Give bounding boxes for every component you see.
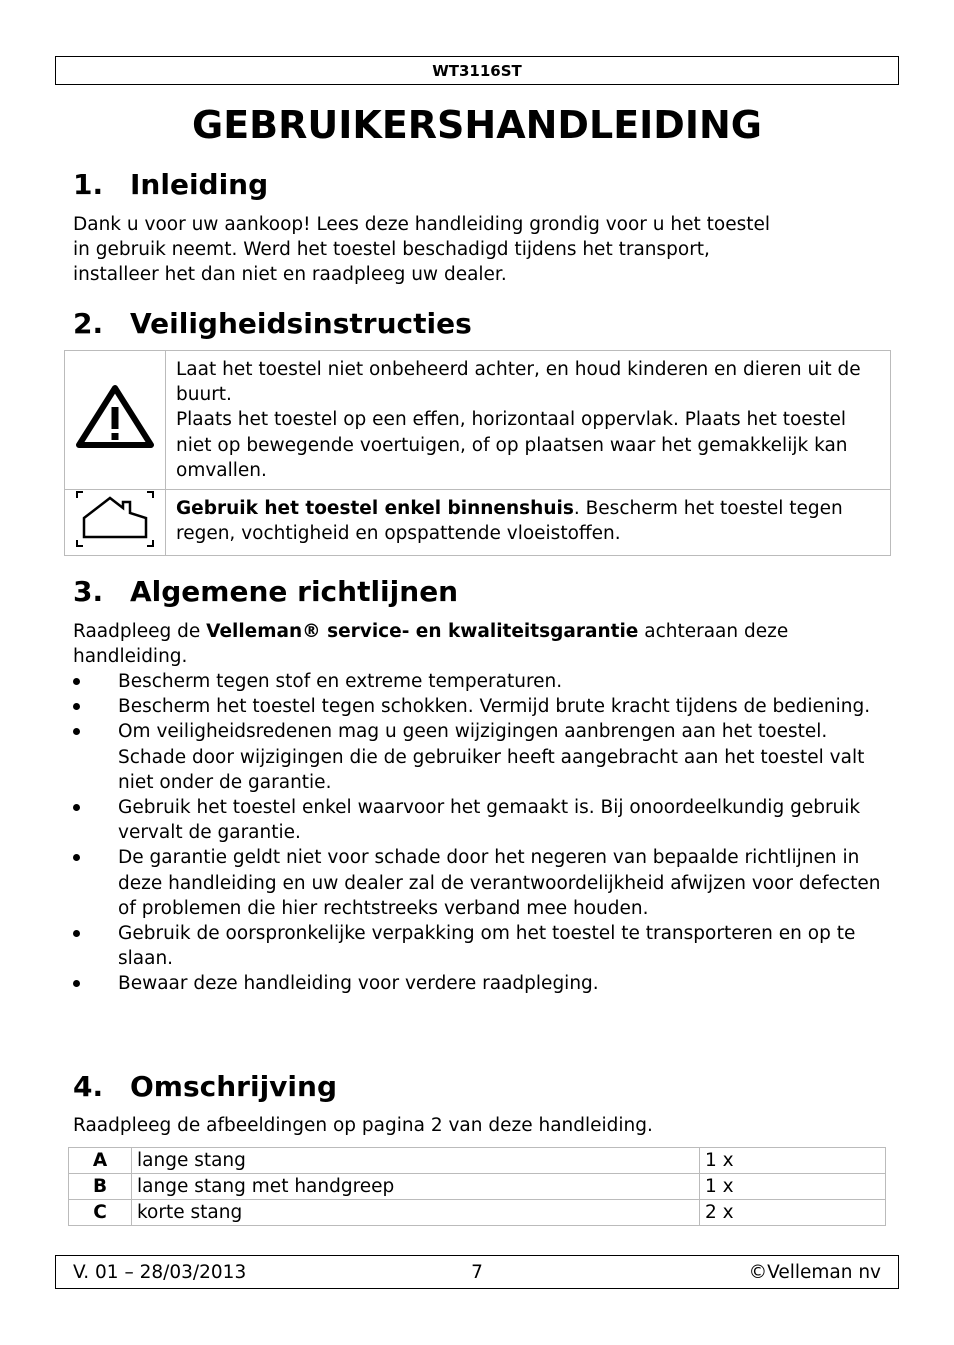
safety-text: Laat het toestel niet onbeheerd achter, en houd kinderen en dieren uit de buurt. bbox=[176, 359, 861, 406]
section-number: 2. bbox=[73, 307, 104, 340]
list-item-text: Bewaar deze handleiding voor verdere raadpleging. bbox=[118, 973, 599, 995]
part-letter: A bbox=[69, 1148, 132, 1174]
safety-text: Plaats het toestel op een effen, horizontaal oppervlak. Plaats het toestel niet op bewegende voertuigen, of op plaatsen waar het gemakkelijk kan omvallen. bbox=[176, 409, 848, 481]
bullet-icon bbox=[73, 703, 80, 710]
indoor-house-icon bbox=[75, 532, 155, 553]
list-item-text: Gebruik de oorspronkelijke verpakking om het toestel te transporteren en op te slaan. bbox=[118, 923, 856, 970]
section-number: 3. bbox=[73, 575, 104, 608]
safety-bold-text: Gebruik het toestel enkel binnenshuis bbox=[176, 498, 574, 520]
safety-row bbox=[65, 490, 891, 556]
intro-line: in gebruik neemt. Werd het toestel beschadigd tijdens het transport, bbox=[73, 239, 710, 261]
section-heading-intro bbox=[73, 167, 268, 203]
list-item bbox=[73, 694, 888, 719]
list-item bbox=[73, 795, 888, 845]
list-item bbox=[73, 845, 888, 921]
safety-table bbox=[64, 350, 891, 556]
general-intro-post: achteraan deze handleiding. bbox=[73, 621, 789, 668]
bullet-icon bbox=[73, 678, 80, 685]
section-heading-general bbox=[73, 574, 458, 610]
part-letter: B bbox=[69, 1174, 132, 1200]
intro-paragraph bbox=[73, 212, 888, 288]
warranty-reference: Velleman® service- en kwaliteitsgarantie bbox=[206, 621, 639, 642]
bullet-icon bbox=[73, 930, 80, 937]
safety-text-cell bbox=[166, 490, 891, 556]
list-item bbox=[73, 971, 888, 996]
part-name: lange stang met handgreep bbox=[132, 1174, 700, 1200]
part-name: korte stang bbox=[132, 1200, 700, 1226]
section-heading-safety bbox=[73, 306, 472, 342]
copyright: ©Velleman nv bbox=[748, 1262, 881, 1283]
intro-line: Dank u voor uw aankoop! Lees deze handleiding grondig voor u het toestel bbox=[73, 214, 771, 235]
section-title: Veiligheidsinstructies bbox=[130, 307, 472, 340]
section-title: Algemene richtlijnen bbox=[130, 575, 459, 608]
section-number: 1. bbox=[73, 168, 104, 201]
part-name: lange stang bbox=[132, 1148, 700, 1174]
version-date: V. 01 – 28/03/2013 bbox=[73, 1262, 247, 1283]
list-item bbox=[73, 719, 888, 795]
bullet-icon bbox=[73, 980, 80, 987]
list-item-text: Bescherm tegen stof en extreme temperaturen. bbox=[118, 671, 563, 692]
parts-table bbox=[68, 1147, 886, 1226]
document-title: GEBRUIKERSHANDLEIDING bbox=[192, 103, 762, 147]
section-title: Inleiding bbox=[130, 168, 269, 201]
list-item-text: De garantie geldt niet voor schade door het negeren van bepaalde richtlijnen in deze handleiding en uw dealer zal de verantwoordelijkheid afwijzen voor defecten of problemen die hier rechtstreeks verband mee houden. bbox=[118, 847, 881, 919]
section-heading-description bbox=[73, 1069, 337, 1105]
table-row bbox=[69, 1174, 886, 1200]
warning-triangle-icon bbox=[75, 433, 155, 454]
list-item-text: Bescherm het toestel tegen schokken. Vermijd brute kracht tijdens de bediening. bbox=[118, 696, 871, 718]
page-number: 7 bbox=[471, 1262, 483, 1283]
guidelines-list bbox=[73, 669, 888, 997]
safety-icon-cell bbox=[65, 490, 166, 556]
list-item bbox=[73, 669, 888, 694]
description-intro: Raadpleeg de afbeeldingen op pagina 2 van deze handleiding. bbox=[73, 1115, 653, 1136]
list-item bbox=[73, 921, 888, 971]
header-model: WT3116ST bbox=[55, 56, 899, 85]
section-number: 4. bbox=[73, 1070, 104, 1103]
part-letter: C bbox=[69, 1200, 132, 1226]
bullet-icon bbox=[73, 854, 80, 861]
bullet-icon bbox=[73, 804, 80, 811]
page-footer bbox=[55, 1255, 899, 1289]
bullet-icon bbox=[73, 728, 80, 735]
part-quantity: 1 x bbox=[700, 1174, 886, 1200]
safety-text-cell bbox=[166, 351, 891, 490]
part-quantity: 1 x bbox=[700, 1148, 886, 1174]
list-item-text: Om veiligheidsredenen mag u geen wijzigingen aanbrengen aan het toestel. Schade door wijzigingen die de gebruiker heeft aangebracht aan het toestel valt niet onder de garantie. bbox=[118, 721, 865, 793]
list-item-text: Gebruik het toestel enkel waarvoor het gemaakt is. Bij onoordeelkundig gebruik vervalt de garantie. bbox=[118, 797, 861, 844]
safety-text: . Bescherm het toestel tegen regen, vochtigheid en opspattende vloeistoffen. bbox=[176, 498, 843, 545]
safety-row bbox=[65, 351, 891, 490]
safety-icon-cell bbox=[65, 351, 166, 490]
general-intro bbox=[73, 619, 888, 669]
table-row bbox=[69, 1200, 886, 1226]
general-intro-pre: Raadpleeg de bbox=[73, 621, 207, 642]
table-row bbox=[69, 1148, 886, 1174]
part-quantity: 2 x bbox=[700, 1200, 886, 1226]
intro-line: installeer het dan niet en raadpleeg uw dealer. bbox=[73, 264, 507, 286]
section-title: Omschrijving bbox=[130, 1070, 338, 1103]
